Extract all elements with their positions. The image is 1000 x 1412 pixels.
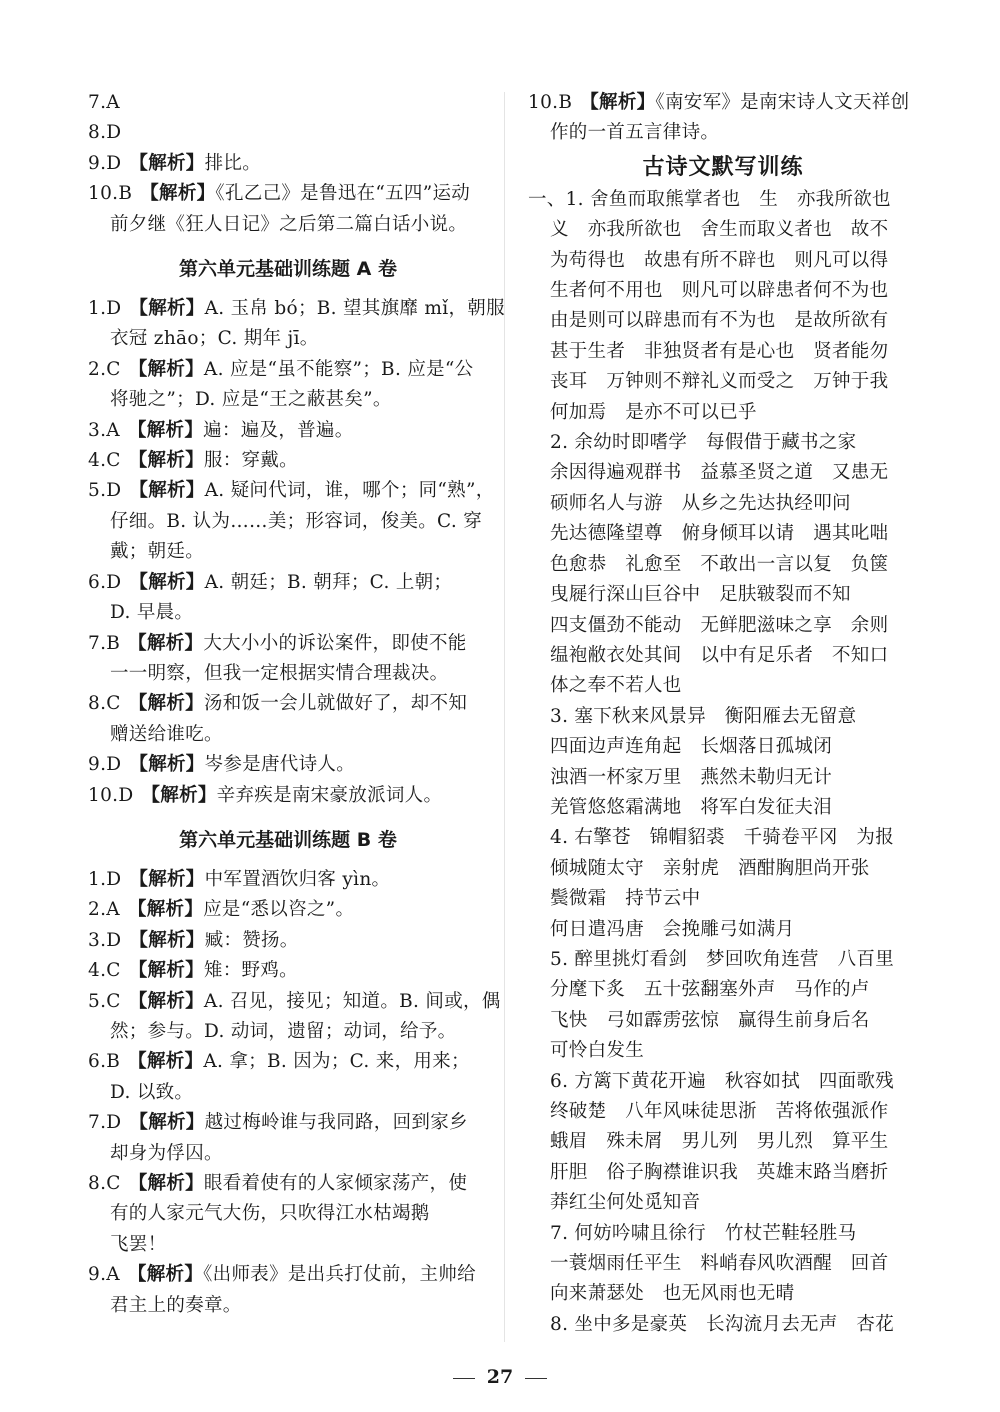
page-number [0,1366,1000,1388]
recitation-line: 缊袍敝衣处其间 以中有足乐者 不知口 [550,644,889,666]
recitation-line: 2. 余幼时即嗜学 每假借于藏书之家 [550,432,857,454]
answer-item [88,781,488,811]
answer-number: 3.A [88,419,120,441]
analysis-tag: 【解析】 [128,990,204,1012]
recitation-line: 羌管悠悠霜满地 将军白发征夫泪 [550,796,833,818]
answer-continuation: 仔细。B. 认为……美；形容词，俊美。C. 穿 [110,510,483,532]
analysis-tag: 【解析】 [128,450,204,472]
recitation-line: 体之奉不若人也 [550,675,682,697]
answer-text: A. 朝廷；B. 朝拜；C. 上朝； [204,571,453,593]
answer-continuation: 君主上的奏章。 [110,1294,242,1316]
answer-item [88,865,488,895]
answer-number: 7.A [88,92,120,113]
recitation-line: 丧耳 万钟则不辩礼义而受之 万钟于我 [550,371,889,393]
recitation-line: 倾城随太守 亲射虎 酒酣胸胆尚开张 [550,857,870,879]
recitation-line: 生者何不用也 则凡可以辟患者何不为也 [550,280,889,302]
recitation-line: 浊酒一杯家万里 燕然未勒归无计 [550,766,833,788]
answer-item [88,956,488,986]
analysis-tag: 【解析】 [141,784,217,806]
answer-number: 4.C [88,960,121,982]
analysis-tag: 【解析】 [129,571,205,593]
answer-text: 越过梅岭谁与我同路，回到家乡 [204,1112,468,1134]
analysis-tag: 【解析】 [127,419,204,441]
recitation-line: 义 亦我所欲也 舍生而取义者也 故不 [550,219,889,241]
page-number-dash-left [453,1378,475,1379]
right-column [528,88,918,1340]
answer-text: A. 玉帛 bó；B. 望其旗靡 mǐ，朝服 [204,298,505,320]
column-divider [504,92,505,1342]
answer-item [88,987,501,1017]
answer-text: 《出师表》是出兵打仗前，主帅给 [203,1264,476,1286]
answer-text: 《南安军》是南宋诗人文天祥创 [655,92,910,113]
recitation-line: 8. 坐中多是豪英 长沟流月去无声 杏花 [550,1313,895,1335]
recitation-line: 为苟得也 故患有所不辟也 则凡可以得 [550,249,889,271]
recitation-line: 何加焉 是亦不可以已乎 [550,401,757,423]
answer-item [88,179,488,209]
recitation-line: 由是则可以辟患而有不为也 是故所欲有 [550,310,889,332]
answer-item [88,895,488,925]
answer-number: 10.D [88,784,134,806]
analysis-tag: 【解析】 [127,899,204,921]
answer-item [88,1108,488,1138]
answer-item [88,476,495,506]
analysis-tag: 【解析】 [128,1051,204,1073]
answer-item [88,629,488,659]
answer-text: 臧：赞扬。 [204,929,299,951]
answer-number: 6.D [88,571,122,593]
recitation-line: 曳屣行深山巨谷中 足肤皲裂而不知 [550,584,851,606]
answer-text: 排比。 [204,152,261,174]
answer-continuation: 作的一首五言律诗。 [550,122,720,144]
answer-text: 遍：遍及，普遍。 [203,419,354,441]
answer-item [88,446,488,476]
recitation-line: 可怜白发生 [550,1040,645,1062]
answer-number: 2.A [88,899,120,921]
section-title-a: 第六单元基础训练题 A 卷 [179,258,397,281]
analysis-tag: 【解析】 [140,183,216,205]
answer-number: 10.B [88,183,133,205]
recitation-line: 6. 方篱下黄花开遍 秋容如拭 四面歌残 [550,1070,895,1092]
page-number-value: 27 [486,1366,514,1388]
analysis-tag: 【解析】 [129,1112,205,1134]
answer-item [88,926,488,956]
answer-number: 8.D [88,122,122,144]
answer-text: 大大小小的诉讼案件，即使不能 [203,632,467,654]
analysis-tag: 【解析】 [129,929,205,951]
recitation-line: 四支僵劲不能动 无鲜肥滋味之享 余则 [550,614,889,636]
recitation-line: 蛾眉 殊未屑 男儿列 男儿烈 算平生 [550,1131,889,1153]
answer-text: 眼看着使有的人家倾家荡产，使 [203,1173,468,1194]
recitation-line: 何日遣冯唐 会挽雕弓如满月 [550,918,795,940]
analysis-tag: 【解析】 [128,358,204,380]
answer-continuation: 前夕继《狂人日记》之后第二篇白话小说。 [110,213,468,235]
recitation-line: 四面边声连角起 长烟落日孤城闭 [550,736,833,758]
answer-number: 6.B [88,1051,121,1073]
page-number-dash-right [525,1378,547,1379]
recitation-line: 一蓑烟雨任平生 料峭春风吹酒醒 回首 [550,1253,889,1275]
recitation-line: 向来萧瑟处 也无风雨也无晴 [550,1283,795,1305]
answer-continuation: 戴；朝廷。 [110,541,205,563]
recitation-line: 先达德隆望尊 俯身倾耳以请 遇其叱咄 [550,523,889,545]
analysis-tag: 【解析】 [129,868,205,890]
recitation-line: 莽红尘何处觅知音 [550,1192,701,1214]
answer-text: 应是“悉以咨之”。 [203,899,355,921]
answer-continuation: D. 早晨。 [110,602,194,624]
answer-item [88,118,488,148]
answer-item [88,355,488,385]
answer-number: 9.D [88,754,122,776]
answer-continuation: 一一明察，但我一定根据实情合理裁决。 [110,662,449,684]
analysis-tag: 【解析】 [128,960,204,982]
answer-continuation: 飞罢！ [110,1233,167,1255]
answer-text: 汤和饭一会儿就做好了，却不知 [203,693,468,715]
answer-number: 9.A [88,1264,120,1286]
answer-item [88,1047,488,1077]
answer-continuation: 将驰之”；D. 应是“王之蔽甚矣”。 [110,389,392,411]
answer-continuation: 然；参与。D. 动词，遗留；动词，给予。 [110,1020,457,1042]
answer-text: A. 应是“虽不能察”；B. 应是“公 [203,358,474,380]
recitation-line: 3. 塞下秋来风景异 衡阳雁去无留意 [550,705,857,727]
section-title-recitation: 古诗文默写训练 [642,154,804,180]
answer-continuation: 却身为俘囚。 [110,1142,223,1164]
recitation-line: 余因得遍观群书 益慕圣贤之道 又患无 [550,462,889,484]
recitation-line: 分麾下炙 五十弦翻塞外声 马作的卢 [550,979,870,1001]
analysis-tag: 【解析】 [128,693,204,715]
answer-number: 5.C [88,990,121,1012]
answer-continuation: 赠送给谁吃。 [110,723,223,745]
recitation-line: 肝胆 俗子胸襟谁识我 英雄末路当磨折 [550,1161,889,1183]
analysis-tag: 【解析】 [127,1264,204,1286]
recitation-line: 鬓微霜 持节云中 [550,888,701,910]
answer-text: A. 召见，接见；知道。B. 间或，偶 [203,990,501,1012]
recitation-line: 一、1. 舍鱼而取熊掌者也 生 亦我所欲也 [528,188,891,210]
answer-item [88,750,488,780]
answer-number: 2.C [88,358,121,380]
answer-number: 3.D [88,929,122,951]
answer-number: 7.B [88,632,121,654]
answer-item [88,294,505,324]
recitation-line: 飞快 弓如霹雳弦惊 赢得生前身后名 [550,1009,870,1031]
recitation-line: 7. 何妨吟啸且徐行 竹杖芒鞋轻胜马 [550,1222,857,1244]
analysis-tag: 【解析】 [128,1173,204,1194]
recitation-line: 色愈恭 礼愈至 不敢出一言以复 负箧 [550,553,889,575]
answer-number: 9.D [88,152,122,174]
answer-item [88,416,488,446]
recitation-line: 5. 醉里挑灯看剑 梦回吹角连营 八百里 [550,948,895,970]
answer-number: 7.D [88,1112,122,1134]
answer-item [88,568,488,598]
answer-item [88,689,488,719]
answer-text: 《孔乙己》是鲁迅在“五四”运动 [215,183,471,205]
answer-number: 8.C [88,693,121,715]
answer-text: 雉：野鸡。 [203,960,298,982]
recitation-line: 终破楚 八年风味徒思浙 苦将侬强派作 [550,1101,889,1122]
analysis-tag: 【解析】 [580,92,656,113]
answer-text: 辛弃疾是南宋豪放派词人。 [216,784,443,806]
recitation-line: 甚于生者 非独贤者有是心也 贤者能勿 [550,340,889,362]
answer-item [528,88,918,118]
answer-item [88,1260,488,1290]
answer-continuation: 衣冠 zhāo；C. 期年 jī。 [110,328,319,350]
answer-text: 中军置酒饮归客 yìn。 [204,868,391,890]
analysis-tag: 【解析】 [129,480,205,502]
recitation-line: 硕师名人与游 从乡之先达执经叩问 [550,492,851,514]
answer-number: 8.C [88,1173,121,1194]
answer-text: A. 疑问代词，谁，哪个；同“熟”， [204,480,495,502]
answer-item [88,149,488,179]
answer-number: 4.C [88,450,121,472]
answer-item [88,1169,488,1199]
answer-text: 服：穿戴。 [203,450,298,472]
answer-number: 1.D [88,298,122,320]
answer-continuation: D. 以致。 [110,1081,194,1103]
answer-number: 1.D [88,868,122,890]
analysis-tag: 【解析】 [129,298,205,320]
section-title-b: 第六单元基础训练题 B 卷 [179,828,397,851]
answer-item [88,88,488,118]
analysis-tag: 【解析】 [129,754,205,776]
answer-number: 10.B [528,92,573,113]
analysis-tag: 【解析】 [128,632,204,654]
recitation-line: 4. 右擎苍 锦帽貂裘 千骑卷平冈 为报 [550,827,895,849]
answer-text: A. 拿；B. 因为；C. 来，用来； [203,1051,470,1073]
answer-number: 5.D [88,480,122,502]
left-column [88,88,505,1321]
answer-text: 岑参是唐代诗人。 [204,754,355,776]
answer-continuation: 有的人家元气大伤，只吹得江水枯竭鹅 [110,1203,430,1225]
analysis-tag: 【解析】 [129,152,205,174]
